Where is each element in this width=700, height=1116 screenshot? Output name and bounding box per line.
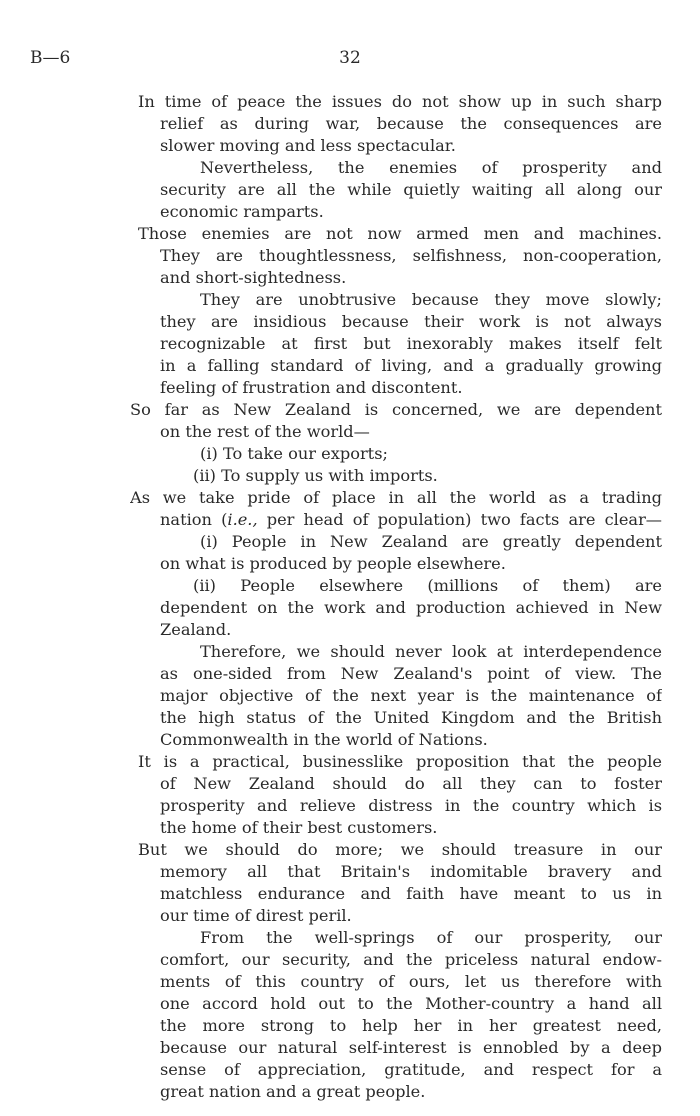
text-line-prefix: nation ( [160, 510, 228, 529]
text-line-content: ments of this country of ours, let us therefore with [160, 972, 662, 991]
text-line-content: because our natural self-interest is ennobled by a deep [160, 1038, 662, 1057]
text-line [130, 597, 662, 619]
text-line [130, 487, 662, 509]
text-line-content: sense of appreciation, gratitude, and respect for a [160, 1060, 662, 1079]
text-line [130, 311, 662, 333]
text-line [130, 773, 662, 795]
text-line [130, 883, 662, 905]
text-line [130, 1037, 662, 1059]
text-line-content: memory all that Britain's indomitable bravery and [160, 862, 662, 881]
page-number: 32 [339, 48, 361, 68]
text-line-content: on what is produced by people elsewhere. [160, 554, 506, 573]
text-line [130, 971, 662, 993]
text-line [130, 377, 662, 399]
text-line [130, 619, 662, 641]
text-line [130, 905, 662, 927]
text-line [130, 223, 662, 245]
text-line-content: relief as during war, because the consequences are [160, 114, 662, 133]
text-line [130, 201, 662, 223]
text-line-content: But we should do more; we should treasure in our [138, 840, 662, 859]
text-line [130, 707, 662, 729]
text-line-content: our time of direst peril. [160, 906, 352, 925]
text-line [130, 113, 662, 135]
text-line-content: (ii) To supply us with imports. [193, 466, 438, 485]
text-line-content: Zealand. [160, 620, 232, 639]
text-line-content: they are insidious because their work is not always [160, 312, 662, 331]
text-line-content: (i) People in New Zealand are greatly dependent [200, 532, 662, 551]
text-line-content: They are thoughtlessness, selfishness, non-cooperation, [160, 246, 662, 265]
text-line-content: on the rest of the world— [160, 422, 370, 441]
text-line-content: and short-sightedness. [160, 268, 347, 287]
text-line [130, 575, 662, 597]
text-line-content: the home of their best customers. [160, 818, 438, 837]
text-line-content: dependent on the work and production achieved in New [160, 598, 662, 617]
text-line [130, 135, 662, 157]
text-line [130, 355, 662, 377]
text-line-content: in a falling standard of living, and a gradually growing [160, 356, 662, 375]
text-line-content: the high status of the United Kingdom and the British [160, 708, 662, 727]
text-line [130, 289, 662, 311]
text-line-content: (ii) People elsewhere (millions of them) are [193, 576, 662, 595]
text-line [130, 399, 662, 421]
text-line-content: In time of peace the issues do not show up in such sharp [138, 92, 662, 111]
text-line-content: as one-sided from New Zealand's point of view. The [160, 664, 662, 683]
text-line [130, 1081, 662, 1103]
text-line-content: It is a practical, businesslike proposition that the people [138, 752, 662, 771]
text-line-content: security are all the while quietly waiting all along our [160, 180, 662, 199]
text-line-content: So far as New Zealand is concerned, we are dependent [130, 400, 662, 419]
text-line-content: Therefore, we should never look at interdependence [200, 642, 662, 661]
text-line [130, 333, 662, 355]
text-line [130, 157, 662, 179]
text-line-content: slower moving and less spectacular. [160, 136, 456, 155]
text-line-content: matchless endurance and faith have meant to us in [160, 884, 662, 903]
text-line [130, 927, 662, 949]
text-line-content: As we take pride of place in all the world as a trading [130, 488, 662, 507]
text-line [130, 1059, 662, 1081]
text-line [130, 993, 662, 1015]
text-line [130, 465, 662, 487]
text-line [130, 553, 662, 575]
text-line-content: Commonwealth in the world of Nations. [160, 730, 488, 749]
text-line [130, 685, 662, 707]
text-line [130, 751, 662, 773]
text-line-content: (i) To take our exports; [200, 444, 388, 463]
text-line-content: comfort, our security, and the priceless natural endow- [160, 950, 662, 969]
text-line-content: of New Zealand should do all they can to foster [160, 774, 662, 793]
text-line-content: prosperity and relieve distress in the country which is [160, 796, 662, 815]
text-line [130, 421, 662, 443]
text-line-content: per head of population) two facts are clear— [257, 510, 662, 529]
text-line-content: one accord hold out to the Mother-country a hand all [160, 994, 662, 1013]
text-line [130, 839, 662, 861]
text-line-content: From the well-springs of our prosperity, our [200, 928, 662, 947]
page-header [0, 48, 700, 72]
text-line [130, 267, 662, 289]
text-line [130, 245, 662, 267]
text-line [130, 509, 662, 531]
text-line-content: the more strong to help her in her greatest need, [160, 1016, 662, 1035]
text-line-content: They are unobtrusive because they move slowly; [200, 290, 662, 309]
text-line [130, 531, 662, 553]
text-line-content: economic ramparts. [160, 202, 324, 221]
text-line [130, 729, 662, 751]
text-line [130, 91, 662, 113]
text-line-italic: i.e., [227, 510, 258, 529]
text-line [130, 641, 662, 663]
text-line [130, 949, 662, 971]
text-line-content: great nation and a great people. [160, 1082, 426, 1101]
text-line [130, 795, 662, 817]
text-line-content: recognizable at first but inexorably makes itself felt [160, 334, 662, 353]
text-line [130, 861, 662, 883]
text-line [130, 179, 662, 201]
text-line [130, 663, 662, 685]
document-reference: B—6 [30, 48, 71, 68]
text-line-content: feeling of frustration and discontent. [160, 378, 463, 397]
text-line-content: major objective of the next year is the maintenance of [160, 686, 662, 705]
text-line-content: Those enemies are not now armed men and machines. [138, 224, 662, 243]
text-line-content: Nevertheless, the enemies of prosperity and [200, 158, 662, 177]
text-line [130, 1015, 662, 1037]
text-line [130, 817, 662, 839]
body-text [130, 91, 662, 1103]
text-line [130, 443, 662, 465]
